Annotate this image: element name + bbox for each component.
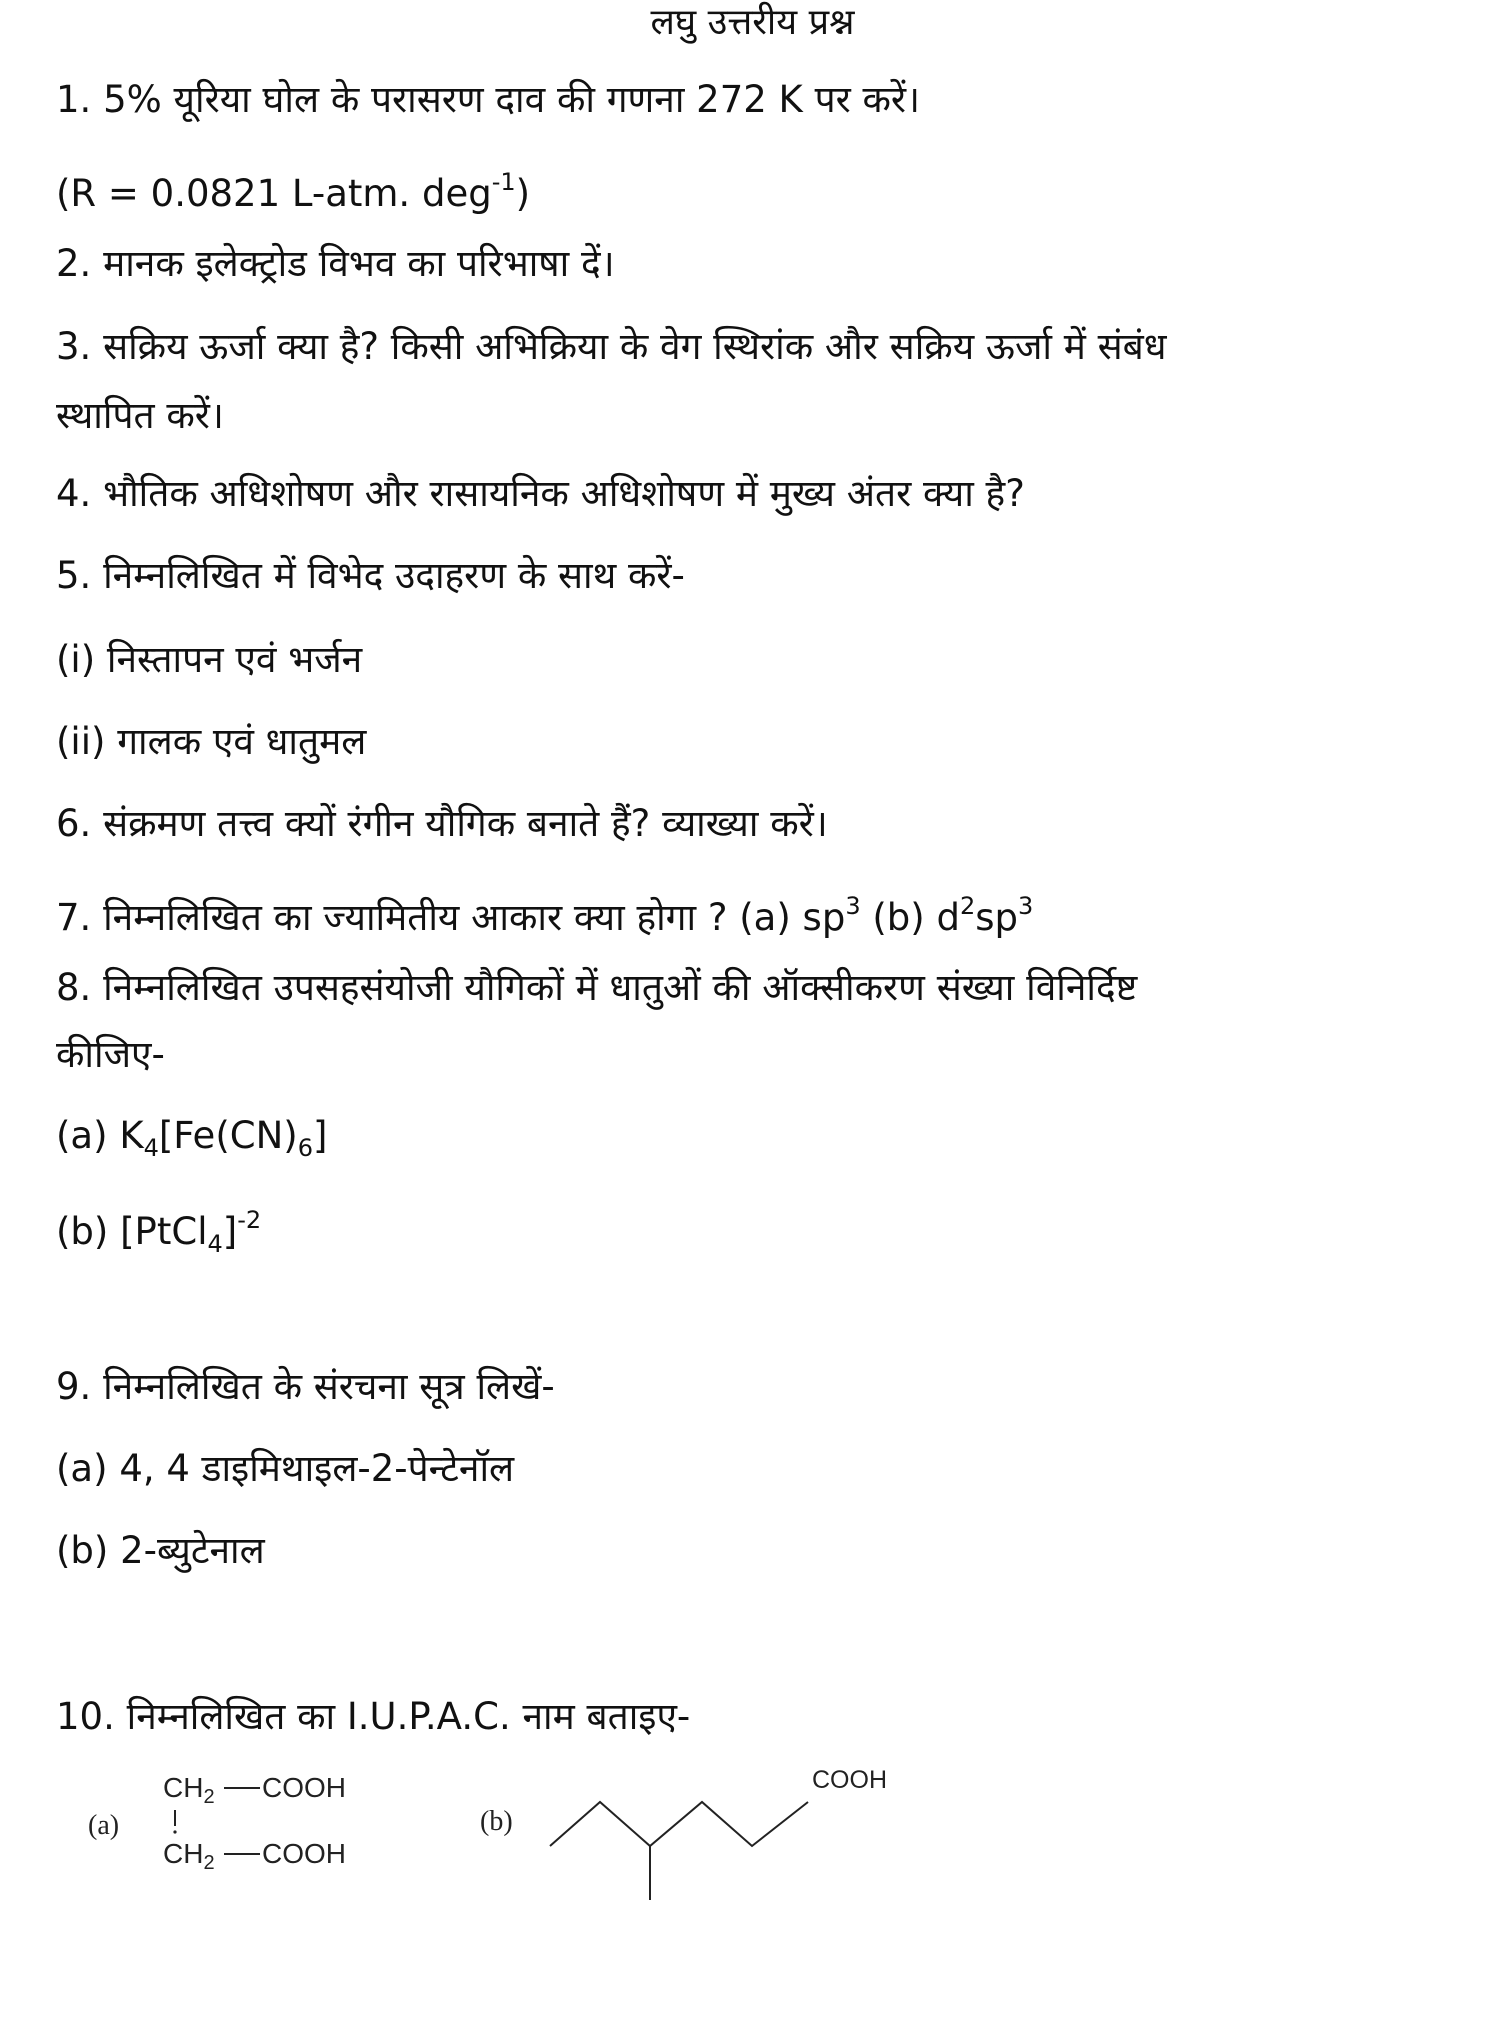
ch-subscript: 2 xyxy=(203,1786,215,1808)
structure-b-skeleton xyxy=(540,1770,820,1910)
question-text-mid2: sp xyxy=(975,896,1019,939)
question-1-given xyxy=(56,158,530,218)
question-3 xyxy=(56,323,1167,371)
question-number: 9. xyxy=(56,1365,92,1408)
question-8 xyxy=(56,964,1137,1012)
question-text: सक्रिय ऊर्जा क्या है? किसी अभिक्रिया के वेग स्थिरांक और सक्रिय ऊर्जा में संबंध xyxy=(103,325,1167,368)
part-number: (i) xyxy=(56,638,96,681)
question-number: 5. xyxy=(56,554,92,597)
part-number: (a) xyxy=(56,1114,108,1157)
part-number: (b) xyxy=(56,1529,109,1572)
question-6 xyxy=(56,800,828,848)
part-text: 4, 4 डाइमिथाइल-2-पेन्टेनॉल xyxy=(119,1447,515,1490)
ch-text: CH xyxy=(163,1838,204,1869)
question-number: 7. xyxy=(56,896,92,939)
question-number: 10. xyxy=(56,1695,115,1738)
given-text: (R = 0.0821 L-atm. deg xyxy=(56,172,492,215)
formula-part: ] xyxy=(222,1210,238,1253)
question-text: भौतिक अधिशोषण और रासायनिक अधिशोषण में मुख्य अंतर क्या है? xyxy=(103,472,1025,515)
part-text: गालक एवं धातुमल xyxy=(117,720,367,763)
question-number: 8. xyxy=(56,966,92,1009)
structure-a-vertical-bond xyxy=(172,1808,178,1836)
formula-part: [PtCl xyxy=(120,1210,208,1253)
part-number: (ii) xyxy=(56,720,106,763)
question-text: संक्रमण तत्त्व क्यों रंगीन यौगिक बनाते हैं? व्याख्या करें। xyxy=(103,802,828,845)
question-9-part-a xyxy=(56,1445,514,1493)
ch-text: CH xyxy=(163,1772,204,1803)
question-9-part-b xyxy=(56,1527,265,1575)
formula-part: ] xyxy=(312,1114,328,1157)
page-title: लघु उत्तरीय प्रश्न xyxy=(650,2,855,43)
structure-a-bottom-ch2 xyxy=(163,1838,215,1875)
structure-a-top-cooh: COOH xyxy=(262,1772,346,1803)
question-text-mid: (b) d xyxy=(860,896,960,939)
part-text: 2-ब्युटेनाल xyxy=(120,1529,265,1572)
question-8-part-a xyxy=(56,1112,327,1172)
part-number: (a) xyxy=(56,1447,108,1490)
structure-b-label: (b) xyxy=(480,1806,513,1837)
question-number: 2. xyxy=(56,242,92,285)
question-5-part-ii xyxy=(56,718,366,766)
structure-a-label: (a) xyxy=(88,1810,120,1841)
structure-a-bottom-bond xyxy=(222,1851,262,1857)
subscript: 4 xyxy=(143,1134,159,1162)
subscript: 6 xyxy=(297,1134,313,1162)
formula-part: [Fe(CN) xyxy=(158,1114,298,1157)
subscript: 4 xyxy=(207,1230,223,1258)
question-10 xyxy=(56,1693,690,1741)
question-3-continuation: स्थापित करें। xyxy=(56,394,224,437)
structure-a-top-bond xyxy=(222,1785,262,1791)
question-5-part-i xyxy=(56,636,362,684)
question-text: निम्नलिखित में विभेद उदाहरण के साथ करें- xyxy=(103,554,685,597)
superscript: -2 xyxy=(237,1206,262,1234)
question-number: 4. xyxy=(56,472,92,515)
ch-subscript: 2 xyxy=(203,1852,215,1874)
question-text: निम्नलिखित का I.U.P.A.C. नाम बताइए- xyxy=(126,1695,691,1738)
question-text: निम्नलिखित के संरचना सूत्र लिखें- xyxy=(103,1365,555,1408)
question-8-continuation: कीजिए- xyxy=(56,1033,165,1076)
question-1 xyxy=(56,76,920,124)
part-number: (b) xyxy=(56,1210,109,1253)
question-4 xyxy=(56,470,1025,518)
superscript: 3 xyxy=(1018,892,1034,920)
part-text: निस्तापन एवं भर्जन xyxy=(106,638,363,681)
given-close: ) xyxy=(515,172,531,215)
question-number: 3. xyxy=(56,325,92,368)
given-sup: -1 xyxy=(491,168,516,196)
question-text: निम्नलिखित उपसहसंयोजी यौगिकों में धातुओं की ऑक्सीकरण संख्या विनिर्दिष्ट xyxy=(103,966,1138,1009)
formula-part: K xyxy=(119,1114,144,1157)
superscript: 3 xyxy=(845,892,861,920)
question-text: 5% यूरिया घोल के परासरण दाव की गणना 272 K पर करें। xyxy=(103,78,921,121)
question-text: निम्नलिखित का ज्यामितीय आकार क्या होगा ? (a) sp xyxy=(103,896,846,939)
structure-a-top-ch2 xyxy=(163,1772,215,1809)
superscript: 2 xyxy=(959,892,976,920)
structure-a-bottom-cooh: COOH xyxy=(262,1838,346,1869)
question-2 xyxy=(56,240,615,288)
question-number: 1. xyxy=(56,78,92,121)
structure-b-cooh: COOH xyxy=(812,1766,887,1794)
question-number: 6. xyxy=(56,802,92,845)
question-8-part-b xyxy=(56,1196,261,1268)
question-7 xyxy=(56,882,1033,942)
question-text: मानक इलेक्ट्रोड विभव का परिभाषा दें। xyxy=(103,242,615,285)
question-9 xyxy=(56,1363,555,1411)
question-5 xyxy=(56,552,685,600)
